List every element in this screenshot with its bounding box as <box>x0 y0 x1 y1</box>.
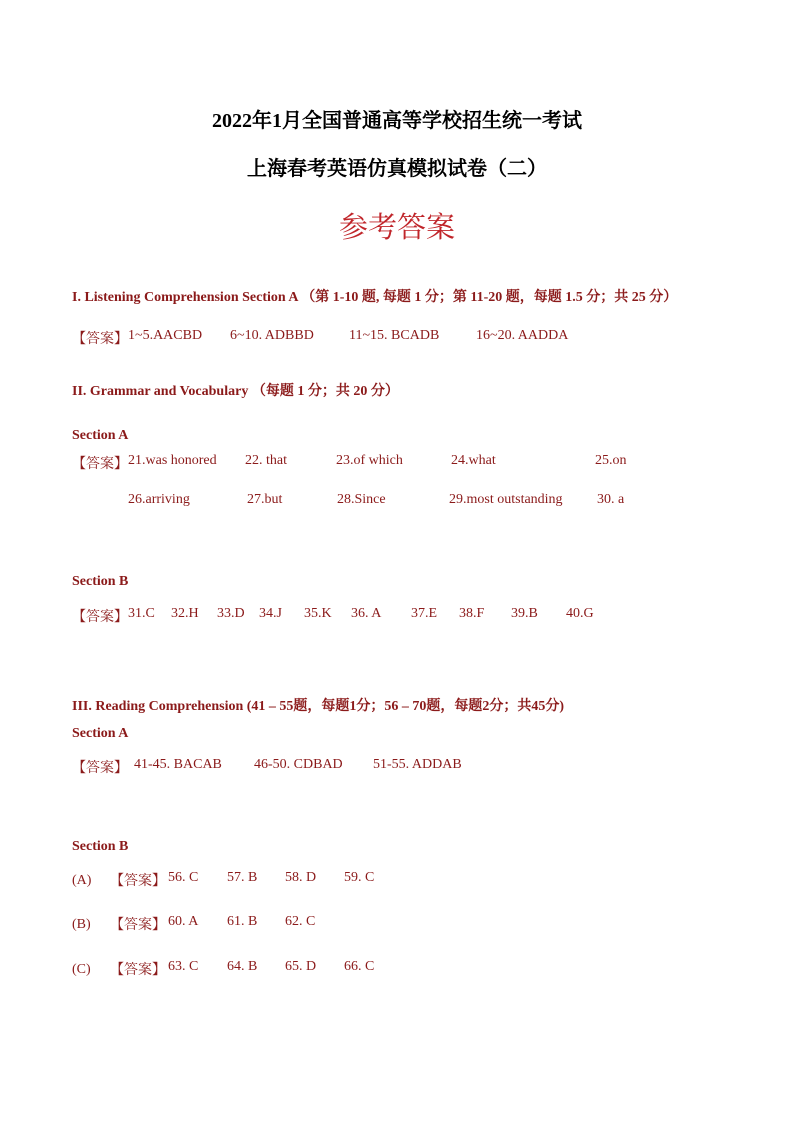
answer-item: 35.K <box>304 606 332 621</box>
answer-item: 58. D <box>285 870 317 885</box>
answer-item: 30. a <box>597 492 625 507</box>
answer-item: 61. B <box>227 914 258 929</box>
answer-item: 62. C <box>285 914 316 929</box>
answer-item: 36. A <box>351 606 382 621</box>
answers-heading: 参考答案 <box>338 212 455 244</box>
answer-item: 63. C <box>168 959 199 974</box>
answer-item: 28.Since <box>337 492 386 507</box>
passage-label: (A) <box>72 873 92 888</box>
answer-item: 32.H <box>171 606 199 621</box>
answer-item: 65. D <box>285 959 317 974</box>
answer-item: 24.what <box>451 453 496 468</box>
part3-section-b-title: Section B <box>72 839 129 854</box>
answer-item: 46-50. CDBAD <box>254 757 343 772</box>
part1-heading: I. Listening Comprehension Section A （第 1-10 题, 每题 1 分；第 11-20 题，每题 1.5 分；共 25 分） <box>72 290 678 305</box>
answer-item: 40.G <box>566 606 594 621</box>
answer-item: 41-45. BACAB <box>134 757 222 772</box>
answer-item: 33.D <box>217 606 245 621</box>
passage-label: (B) <box>72 917 91 932</box>
answer-label: 【答案】 <box>110 874 166 889</box>
answer-label: 【答案】 <box>72 457 128 472</box>
answer-item: 6~10. ADBBD <box>230 328 314 343</box>
part3-heading: III. Reading Comprehension (41 – 55题，每题1分；56 – 70题，每题2分；共45分) <box>72 699 565 714</box>
passage-label: (C) <box>72 962 91 977</box>
answer-label: 【答案】 <box>72 332 128 347</box>
part2-heading: II. Grammar and Vocabulary （每题 1 分；共 20 分） <box>72 384 399 399</box>
answer-label: 【答案】 <box>110 918 166 933</box>
answer-item: 56. C <box>168 870 199 885</box>
answer-item: 38.F <box>459 606 485 621</box>
part2-section-a-title: Section A <box>72 428 129 443</box>
answer-item: 25.on <box>595 453 627 468</box>
answer-item: 51-55. ADDAB <box>373 757 462 772</box>
answer-item: 37.E <box>411 606 438 621</box>
answer-item: 16~20. AADDA <box>476 328 569 343</box>
answer-item: 1~5.AACBD <box>128 328 203 343</box>
answer-item: 31.C <box>128 606 155 621</box>
document-title: 2022年1月全国普通高等学校招生统一考试 <box>212 110 582 132</box>
answer-label: 【答案】 <box>72 761 128 776</box>
answer-item: 26.arriving <box>128 492 190 507</box>
answer-item: 22. that <box>245 453 287 468</box>
answer-item: 64. B <box>227 959 258 974</box>
answer-item: 34.J <box>259 606 282 621</box>
answer-item: 23.of which <box>336 453 403 468</box>
answer-item: 66. C <box>344 959 375 974</box>
answer-label: 【答案】 <box>110 963 166 978</box>
answer-item: 60. A <box>168 914 199 929</box>
answer-item: 21.was honored <box>128 453 217 468</box>
answer-label: 【答案】 <box>72 610 128 625</box>
answer-item: 39.B <box>511 606 538 621</box>
answer-item: 29.most outstanding <box>449 492 563 507</box>
answer-item: 27.but <box>247 492 283 507</box>
answer-item: 57. B <box>227 870 258 885</box>
part3-section-a-title: Section A <box>72 726 129 741</box>
answer-item: 59. C <box>344 870 375 885</box>
answer-item: 11~15. BCADB <box>349 328 440 343</box>
document-subtitle: 上海春考英语仿真模拟试卷（二） <box>247 158 547 180</box>
part2-section-b-title: Section B <box>72 574 129 589</box>
